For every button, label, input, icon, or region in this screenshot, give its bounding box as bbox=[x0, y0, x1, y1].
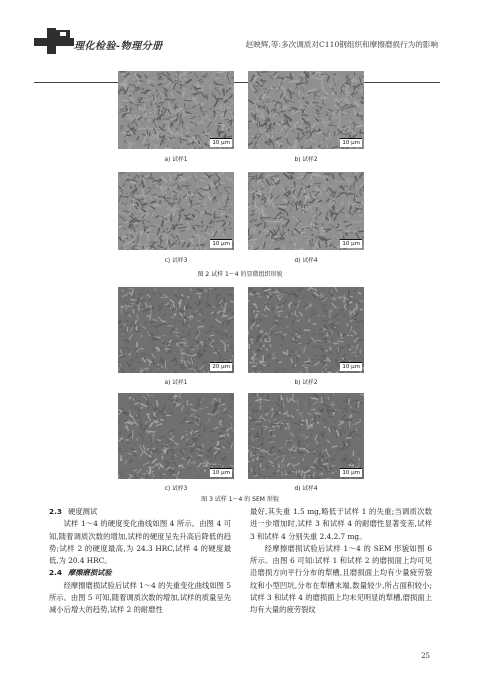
section-2-4-number: 2.4 bbox=[49, 568, 62, 578]
figure-2-caption: 图 2 试样 1～4 的显微组织形貌 bbox=[197, 271, 283, 278]
text-column-left bbox=[49, 506, 231, 617]
scale-bar: 10 μm bbox=[212, 470, 230, 476]
sem-texture bbox=[118, 393, 234, 479]
section-2-4-heading bbox=[49, 567, 231, 579]
section-2-3-title: 硬度测试 bbox=[67, 507, 98, 516]
sem-texture bbox=[118, 287, 234, 373]
micrograph-c bbox=[118, 172, 234, 250]
section-2-4-paragraph: 经摩擦磨损试验后试样 1～4 的失重变化曲线如图 5 所示。由图 5 可知,随着调质次数的增加,试样的质量呈先减小后增大的趋势,试样 2 的耐磨性 bbox=[49, 580, 231, 615]
sem-image-b bbox=[248, 287, 364, 373]
subcaption-b: b) 试样2 bbox=[294, 157, 318, 163]
header-rule bbox=[34, 82, 440, 83]
text-column-right bbox=[250, 506, 432, 617]
sem-image-d bbox=[248, 393, 364, 479]
scale-bar: 10 μm bbox=[342, 140, 360, 146]
subcaption-d: d) 试样4 bbox=[294, 258, 318, 264]
sem-subcaption-b: b) 试样2 bbox=[294, 380, 318, 386]
micrograph-b bbox=[248, 71, 364, 149]
journal-logo-text: 理化检验-物理分册 bbox=[74, 41, 163, 52]
scale-bar: 10 μm bbox=[342, 470, 360, 476]
right-paragraph-continued: 最好,其失重 1.5 mg,略低于试样 1 的失重;当调质次数进一步增加时,试样 3 和试样 4 的耐磨性显著变差,试样 3 和试样 4 分别失重 2.4,2.7 mg。 bbox=[250, 507, 432, 541]
scale-bar: 10 μm bbox=[212, 241, 230, 247]
section-2-3-paragraph: 试样 1～4 的硬度变化曲线如图 4 所示。由图 4 可知,随着调质次数的增加,试样的硬度呈先升高后降低的趋势;试样 2 的硬度最高,为 24.3 HRC,试样 4 的硬度最低,为 20.4 HRC。 bbox=[49, 519, 231, 566]
sem-subcaption-a: a) 试样1 bbox=[164, 380, 188, 386]
right-paragraph-sem: 经摩擦磨损试验后试样 1～4 的 SEM 形貌如图 6 所示。由图 6 可知:试样 1 和试样 2 的磨损面上均可见沿磨损方向平行分布的犁槽,且磨损面上均有少量疲劳裂纹和小型凹坑,分布在犁槽末端,数量较少,所占面积较小;试样 3 和试样 4 的磨损面上均未见明显的犁槽,磨损面上均有大量的疲劳裂纹 bbox=[250, 543, 432, 615]
sem-image-a bbox=[118, 287, 234, 373]
page-number: 25 bbox=[421, 652, 430, 660]
micrograph-a bbox=[118, 71, 234, 149]
scale-bar: 20 μm bbox=[212, 364, 230, 370]
scale-bar: 10 μm bbox=[342, 364, 360, 370]
section-2-4-title: 摩擦磨损试验 bbox=[67, 568, 112, 578]
subcaption-c: c) 试样3 bbox=[164, 258, 188, 264]
scale-bar: 10 μm bbox=[342, 241, 360, 247]
journal-logo-icon bbox=[34, 28, 76, 54]
micrograph-d bbox=[248, 172, 364, 250]
subcaption-a: a) 试样1 bbox=[164, 157, 188, 163]
sem-subcaption-d: d) 试样4 bbox=[294, 486, 318, 492]
section-2-3-heading bbox=[49, 506, 231, 518]
sem-image-c bbox=[118, 393, 234, 479]
sem-texture bbox=[248, 393, 364, 479]
sem-subcaption-c: c) 试样3 bbox=[164, 486, 188, 492]
sem-texture bbox=[248, 287, 364, 373]
scale-bar: 10 μm bbox=[212, 140, 230, 146]
running-title: 赵映辉,等:多次调质对C110钢组织和摩擦磨损行为的影响 bbox=[245, 40, 438, 49]
section-2-3-number: 2.3 bbox=[49, 507, 62, 516]
figure-3-caption: 图 3 试样 1～4 的 SEM 形貌 bbox=[201, 496, 279, 503]
page-header bbox=[0, 28, 480, 58]
